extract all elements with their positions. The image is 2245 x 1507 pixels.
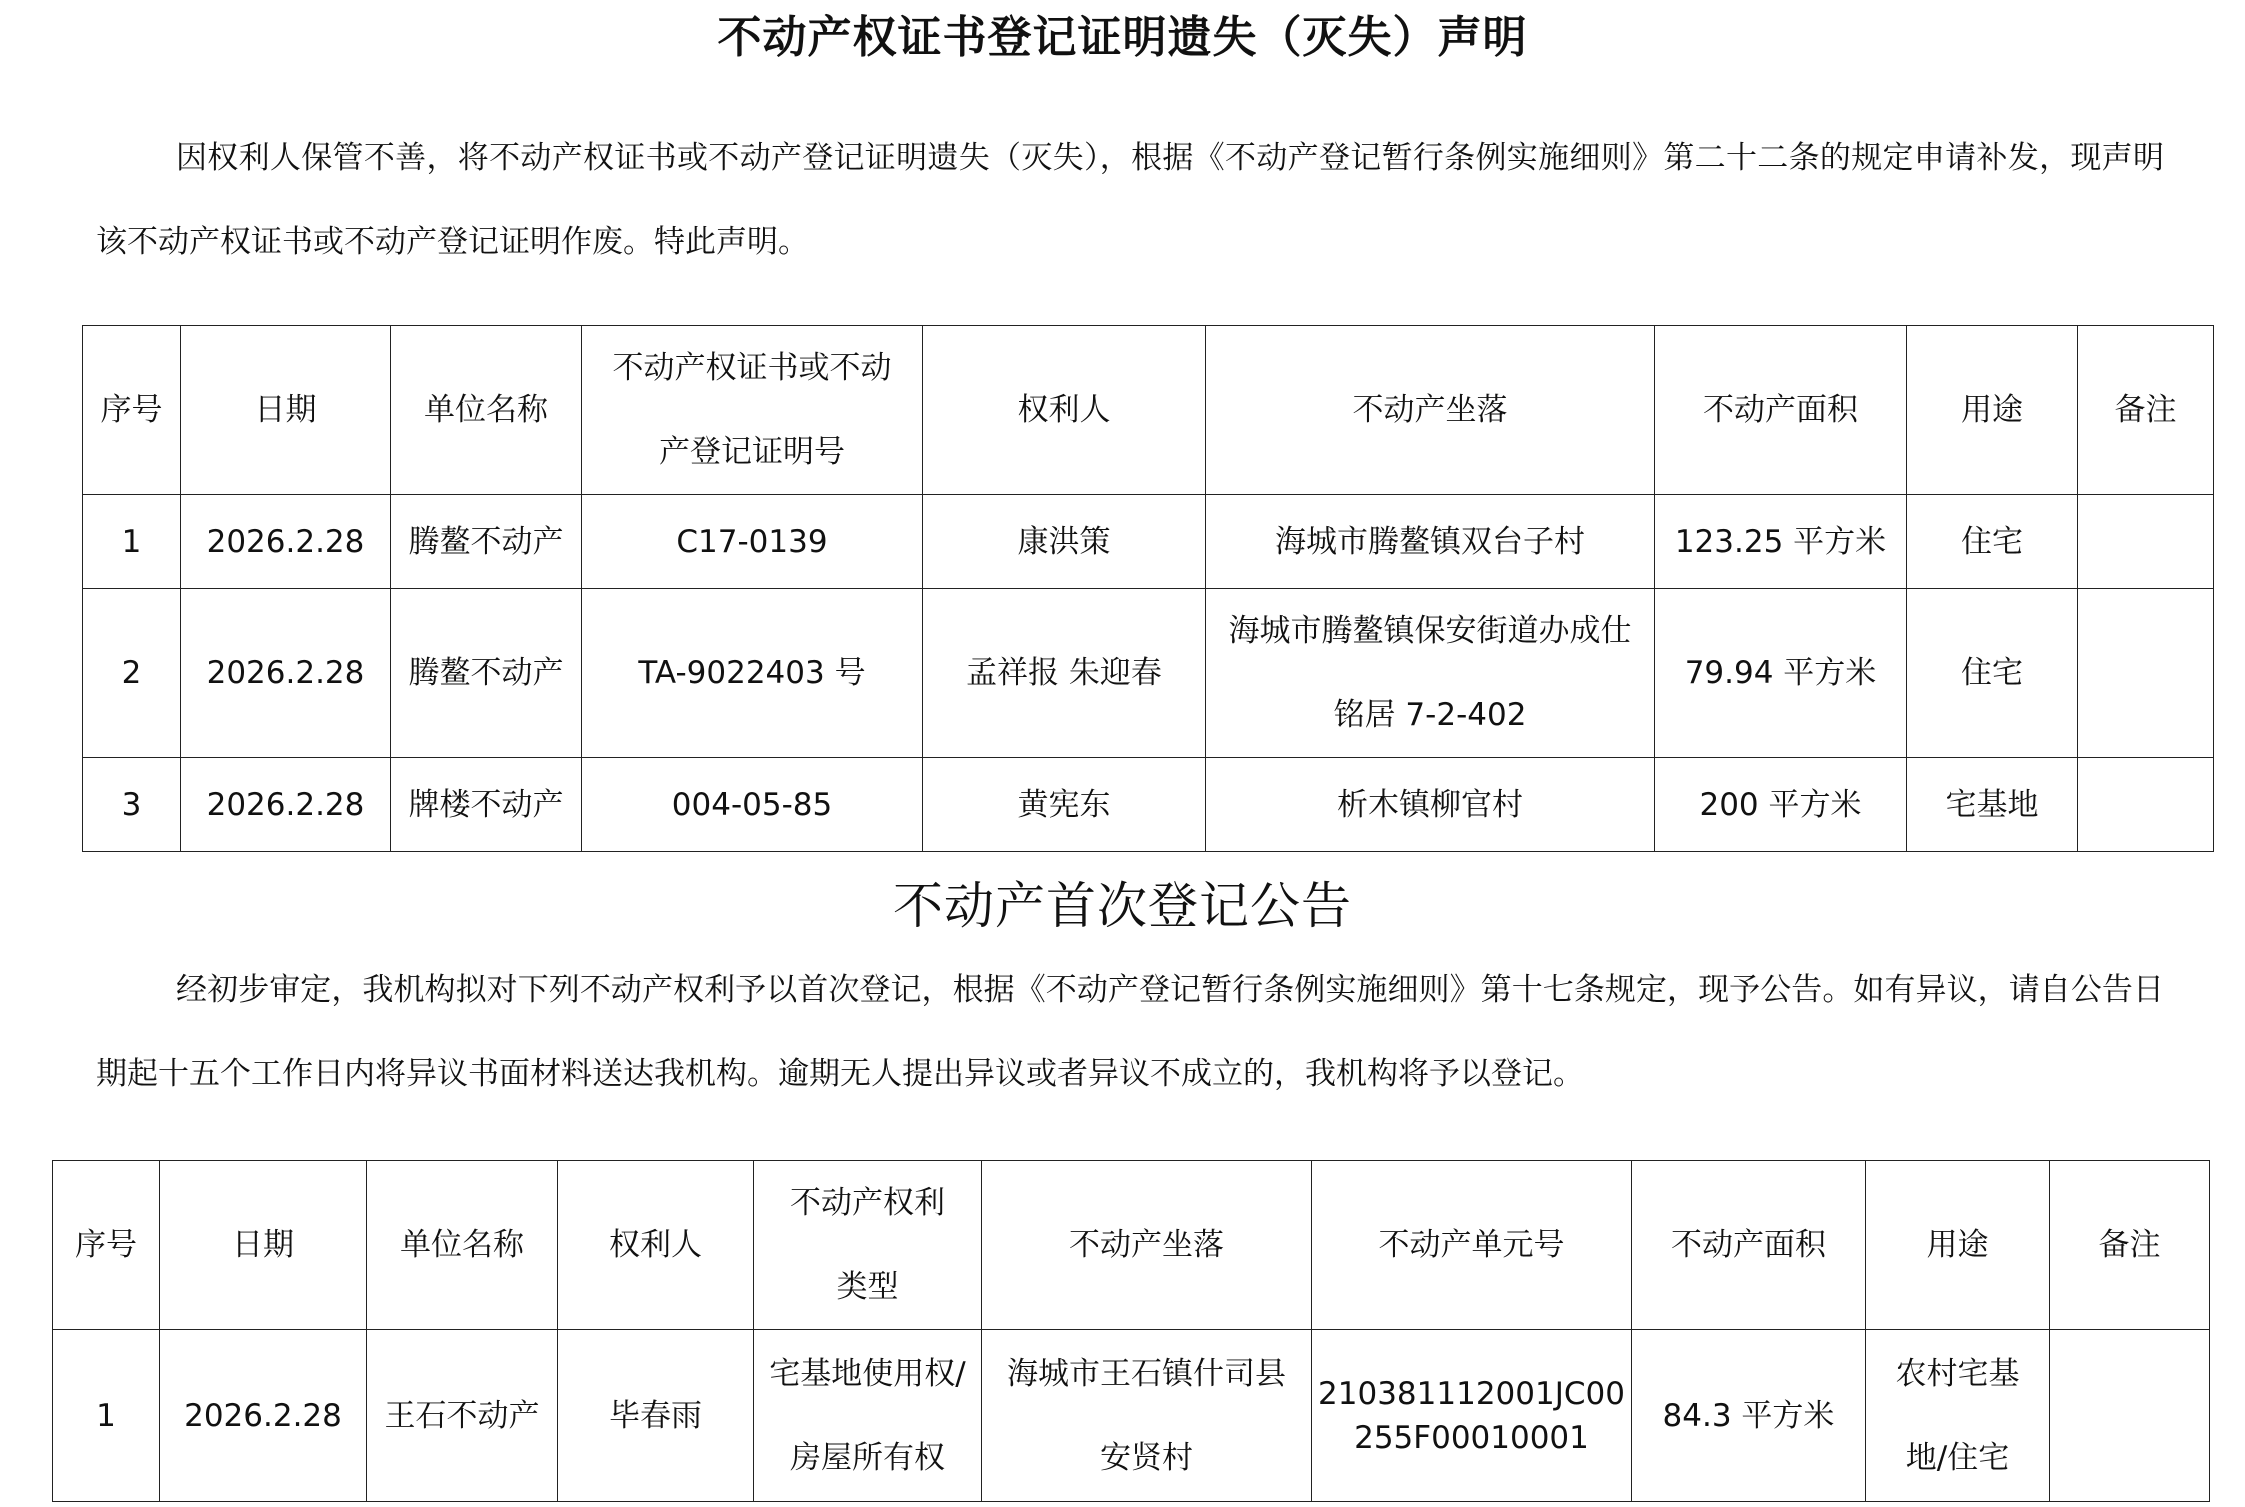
header-cell: 序号 [53, 1161, 160, 1330]
table-cell: 黄宪东 [923, 758, 1206, 852]
table-row [83, 589, 2214, 758]
table-row [83, 495, 2214, 589]
table-cell [2078, 495, 2214, 589]
header-cell: 不动产坐落 [1206, 326, 1655, 495]
table-cell [2050, 1330, 2210, 1502]
header-cell: 不动产坐落 [982, 1161, 1312, 1330]
notice1-paragraph: 因权利人保管不善，将不动产权证书或不动产登记证明遗失（灭失），根据《不动产登记暂行条例实施细则》第二十二条的规定申请补发，现声明该不动产权证书或不动产登记证明作废。特此声明。 [96, 140, 2164, 260]
table-cell: 1 [83, 495, 181, 589]
table-cell: 农村宅基地/住宅 [1866, 1330, 2050, 1502]
table-cell: 海城市腾鳌镇保安街道办成仕铭居 7-2-402 [1206, 589, 1655, 758]
table-cell: 2026.2.28 [181, 758, 391, 852]
table-cell: 79.94 平方米 [1655, 589, 1907, 758]
table-cell: 毕春雨 [558, 1330, 754, 1502]
table-cell: 海城市王石镇什司县安贤村 [982, 1330, 1312, 1502]
table-cell: C17-0139 [582, 495, 923, 589]
table-cell: 析木镇柳官村 [1206, 758, 1655, 852]
table-row [53, 1330, 2210, 1502]
table-cell: 腾鳌不动产 [391, 589, 582, 758]
table-cell: 康洪策 [923, 495, 1206, 589]
notice2-title: 不动产首次登记公告 [893, 877, 1352, 935]
table-cell: 123.25 平方米 [1655, 495, 1907, 589]
header-cell: 不动产权证书或不动产登记证明号 [582, 326, 923, 495]
table-cell: 210381112001JC00255F00010001 [1312, 1330, 1632, 1502]
table-cell: 腾鳌不动产 [391, 495, 582, 589]
header-cell: 单位名称 [367, 1161, 558, 1330]
table-cell: 王石不动产 [367, 1330, 558, 1502]
table-cell: 2026.2.28 [160, 1330, 367, 1502]
table-cell: 2026.2.28 [181, 589, 391, 758]
table-cell: 孟祥报 朱迎春 [923, 589, 1206, 758]
table-cell: 住宅 [1907, 495, 2078, 589]
table-cell: TA-9022403 号 [582, 589, 923, 758]
table-cell: 宅基地使用权/房屋所有权 [754, 1330, 982, 1502]
table-cell: 1 [53, 1330, 160, 1502]
header-cell: 权利人 [923, 326, 1206, 495]
table-cell: 2026.2.28 [181, 495, 391, 589]
notice1-title: 不动产权证书登记证明遗失（灭失）声明 [717, 12, 1528, 63]
table-cell: 宅基地 [1907, 758, 2078, 852]
header-cell: 不动产面积 [1655, 326, 1907, 495]
table-cell: 004-05-85 [582, 758, 923, 852]
header-cell: 不动产面积 [1632, 1161, 1866, 1330]
header-cell: 用途 [1866, 1161, 2050, 1330]
table-row [83, 758, 2214, 852]
header-cell: 单位名称 [391, 326, 582, 495]
header-cell: 用途 [1907, 326, 2078, 495]
table-cell [2078, 758, 2214, 852]
header-cell: 序号 [83, 326, 181, 495]
table-cell [2078, 589, 2214, 758]
table-header-row [83, 326, 2214, 495]
table-cell: 3 [83, 758, 181, 852]
notice2-paragraph: 经初步审定，我机构拟对下列不动产权利予以首次登记，根据《不动产登记暂行条例实施细则》第十七条规定，现予公告。如有异议，请自公告日期起十五个工作日内将异议书面材料送达我机构。逾期无人提出异议或者异议不成立的，我机构将予以登记。 [96, 972, 2164, 1092]
notice2-table [52, 1160, 2210, 1502]
header-cell: 不动产权利类型 [754, 1161, 982, 1330]
table-cell: 牌楼不动产 [391, 758, 582, 852]
table-header-row [53, 1161, 2210, 1330]
header-cell: 不动产单元号 [1312, 1161, 1632, 1330]
table-cell: 2 [83, 589, 181, 758]
table-cell: 84.3 平方米 [1632, 1330, 1866, 1502]
header-cell: 备注 [2078, 326, 2214, 495]
table-cell: 海城市腾鳌镇双台子村 [1206, 495, 1655, 589]
header-cell: 权利人 [558, 1161, 754, 1330]
table-cell: 200 平方米 [1655, 758, 1907, 852]
table-cell: 住宅 [1907, 589, 2078, 758]
header-cell: 日期 [160, 1161, 367, 1330]
header-cell: 日期 [181, 326, 391, 495]
notice1-table [82, 325, 2214, 852]
header-cell: 备注 [2050, 1161, 2210, 1330]
